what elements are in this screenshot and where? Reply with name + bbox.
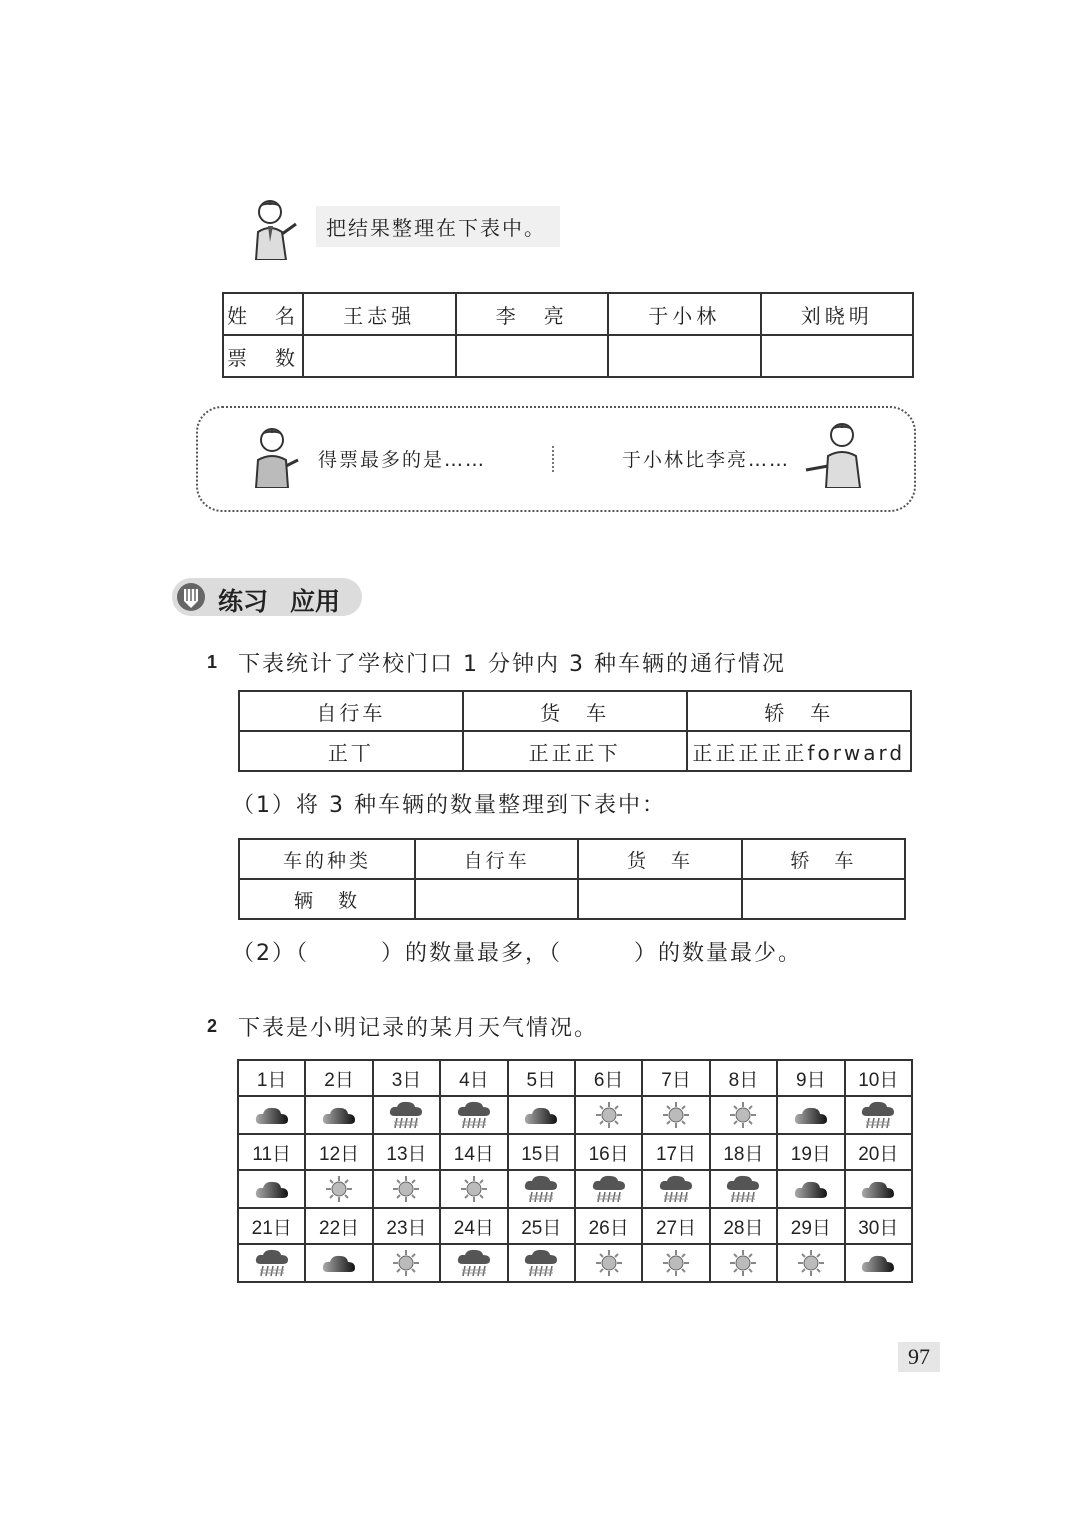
weather-day-label: 13日 bbox=[373, 1134, 440, 1170]
boy-figure-left bbox=[250, 426, 302, 488]
page-number: 97 bbox=[898, 1342, 940, 1372]
weather-icon-cell bbox=[710, 1244, 777, 1282]
weather-day-label: 2日 bbox=[305, 1060, 372, 1096]
weather-day-label: 7日 bbox=[642, 1060, 709, 1096]
weather-icon-cell bbox=[373, 1096, 440, 1134]
weather-icon-cell bbox=[845, 1170, 912, 1208]
cloudy-icon bbox=[306, 1252, 371, 1274]
cloudy-icon bbox=[239, 1104, 304, 1126]
weather-icon-cell bbox=[642, 1096, 709, 1134]
weather-day-label: 4日 bbox=[440, 1060, 507, 1096]
rain-icon bbox=[846, 1100, 911, 1130]
weather-day-label: 29日 bbox=[777, 1208, 844, 1244]
q1-sub1: （1）将 3 种车辆的数量整理到下表中： bbox=[232, 793, 666, 818]
intro-speech: 把结果整理在下表中。 bbox=[316, 206, 560, 247]
weather-day-label: 21日 bbox=[238, 1208, 305, 1244]
q2-number: 2 bbox=[207, 1016, 218, 1036]
vehicle-count-cell[interactable] bbox=[415, 879, 578, 919]
vote-table-name: 王志强 bbox=[303, 293, 456, 335]
weather-day-label: 19日 bbox=[777, 1134, 844, 1170]
weather-icon-cell bbox=[575, 1244, 642, 1282]
weather-icon-cell bbox=[373, 1244, 440, 1282]
tally-marks bbox=[463, 731, 687, 771]
rain-icon bbox=[711, 1174, 776, 1204]
sunny-icon bbox=[306, 1175, 371, 1203]
weather-icon-cell bbox=[777, 1244, 844, 1282]
rain-icon bbox=[643, 1174, 708, 1204]
rain-icon bbox=[441, 1100, 506, 1130]
rain-icon bbox=[509, 1174, 574, 1204]
sunny-icon bbox=[576, 1249, 641, 1277]
weather-day-label: 20日 bbox=[845, 1134, 912, 1170]
weather-icon-cell bbox=[238, 1096, 305, 1134]
weather-icon-cell bbox=[440, 1244, 507, 1282]
weather-icon-cell bbox=[305, 1096, 372, 1134]
q1-text: 下表统计了学校门口 1 分钟内 3 种车辆的通行情况 bbox=[238, 652, 786, 677]
cloudy-icon bbox=[306, 1104, 371, 1126]
weather-icon-cell bbox=[508, 1244, 575, 1282]
bubble-right-text: 于小林比李亮…… bbox=[622, 449, 791, 471]
weather-icon-cell bbox=[238, 1170, 305, 1208]
weather-day-label: 5日 bbox=[508, 1060, 575, 1096]
vote-table-name: 于小林 bbox=[608, 293, 761, 335]
sunny-icon bbox=[778, 1249, 843, 1277]
weather-day-label: 11日 bbox=[238, 1134, 305, 1170]
tally-marks-text: 正丅 bbox=[327, 740, 374, 765]
sunny-icon bbox=[374, 1175, 439, 1203]
tally-marks-text: 正正正下 bbox=[528, 740, 621, 765]
weather-icon-cell bbox=[642, 1244, 709, 1282]
section-title: 练习 bbox=[218, 587, 269, 616]
vehicle-count-cell[interactable] bbox=[742, 879, 905, 919]
boy-figure-intro bbox=[248, 198, 304, 260]
vehicle-table-header: 轿 车 bbox=[742, 839, 905, 879]
weather-day-label: 1日 bbox=[238, 1060, 305, 1096]
weather-day-label: 17日 bbox=[642, 1134, 709, 1170]
weather-icon-cell bbox=[440, 1096, 507, 1134]
bubble-divider bbox=[552, 446, 554, 472]
tally-header: 货 车 bbox=[463, 691, 687, 731]
cloudy-icon bbox=[846, 1178, 911, 1200]
tally-marks-text: 正正正正正forward bbox=[692, 740, 906, 765]
rain-icon bbox=[441, 1248, 506, 1278]
weather-icon-cell bbox=[710, 1096, 777, 1134]
weather-day-label: 22日 bbox=[305, 1208, 372, 1244]
vehicle-table-header: 车的种类 bbox=[239, 839, 415, 879]
vote-table-count-label: 票 数 bbox=[223, 335, 303, 377]
sunny-icon bbox=[576, 1101, 641, 1129]
q1-sub2: （2）（ ）的数量最多，（ ）的数量最少。 bbox=[232, 941, 802, 966]
weather-day-label: 24日 bbox=[440, 1208, 507, 1244]
weather-icon-cell bbox=[373, 1170, 440, 1208]
vote-count-cell[interactable] bbox=[456, 335, 609, 377]
vote-count-cell[interactable] bbox=[608, 335, 761, 377]
tally-table bbox=[238, 690, 912, 772]
vehicle-count-cell[interactable] bbox=[578, 879, 741, 919]
weather-icon-cell bbox=[642, 1170, 709, 1208]
weather-day-label: 16日 bbox=[575, 1134, 642, 1170]
rain-icon bbox=[576, 1174, 641, 1204]
weather-day-label: 25日 bbox=[508, 1208, 575, 1244]
weather-icon-cell bbox=[238, 1244, 305, 1282]
rain-icon bbox=[509, 1248, 574, 1278]
weather-day-label: 3日 bbox=[373, 1060, 440, 1096]
vehicle-count-table bbox=[238, 838, 906, 920]
weather-day-label: 10日 bbox=[845, 1060, 912, 1096]
rain-icon bbox=[239, 1248, 304, 1278]
sunny-icon bbox=[643, 1249, 708, 1277]
vote-table bbox=[222, 292, 914, 378]
cloudy-icon bbox=[509, 1104, 574, 1126]
vehicle-table-header: 自行车 bbox=[415, 839, 578, 879]
weather-icon-cell bbox=[777, 1096, 844, 1134]
weather-day-label: 6日 bbox=[575, 1060, 642, 1096]
weather-icon-cell bbox=[845, 1244, 912, 1282]
rain-icon bbox=[374, 1100, 439, 1130]
vote-table-name-label: 姓 名 bbox=[223, 293, 303, 335]
q1-number: 1 bbox=[207, 652, 218, 672]
vote-table-name: 李 亮 bbox=[456, 293, 609, 335]
cloudy-icon bbox=[778, 1178, 843, 1200]
q2-text: 下表是小明记录的某月天气情况。 bbox=[238, 1016, 599, 1041]
bubble-left-text: 得票最多的是…… bbox=[318, 449, 487, 471]
section-subtitle: 应用 bbox=[290, 587, 341, 616]
cloudy-icon bbox=[778, 1104, 843, 1126]
pencil-icon bbox=[176, 582, 206, 612]
weather-icon-cell bbox=[710, 1170, 777, 1208]
weather-day-label: 18日 bbox=[710, 1134, 777, 1170]
weather-day-label: 12日 bbox=[305, 1134, 372, 1170]
boy-figure-right bbox=[800, 420, 870, 488]
weather-icon-cell bbox=[305, 1244, 372, 1282]
weather-day-label: 8日 bbox=[710, 1060, 777, 1096]
tally-header: 轿 车 bbox=[687, 691, 911, 731]
vehicle-table-header: 货 车 bbox=[578, 839, 741, 879]
sunny-icon bbox=[374, 1249, 439, 1277]
vote-count-cell[interactable] bbox=[761, 335, 914, 377]
weather-icon-cell bbox=[777, 1170, 844, 1208]
weather-icon-cell bbox=[305, 1170, 372, 1208]
sunny-icon bbox=[711, 1249, 776, 1277]
weather-icon-cell bbox=[575, 1170, 642, 1208]
tally-marks bbox=[687, 731, 911, 771]
weather-day-label: 23日 bbox=[373, 1208, 440, 1244]
weather-icon-cell bbox=[845, 1096, 912, 1134]
tally-header: 自行车 bbox=[239, 691, 463, 731]
weather-icon-cell bbox=[575, 1096, 642, 1134]
sunny-icon bbox=[643, 1101, 708, 1129]
weather-day-label: 28日 bbox=[710, 1208, 777, 1244]
tally-marks bbox=[239, 731, 463, 771]
weather-day-label: 27日 bbox=[642, 1208, 709, 1244]
sunny-icon bbox=[441, 1175, 506, 1203]
sunny-icon bbox=[711, 1101, 776, 1129]
weather-day-label: 15日 bbox=[508, 1134, 575, 1170]
weather-day-label: 26日 bbox=[575, 1208, 642, 1244]
vote-count-cell[interactable] bbox=[303, 335, 456, 377]
cloudy-icon bbox=[239, 1178, 304, 1200]
weather-icon-cell bbox=[440, 1170, 507, 1208]
vote-table-name: 刘晓明 bbox=[761, 293, 914, 335]
weather-table bbox=[237, 1059, 913, 1283]
weather-icon-cell bbox=[508, 1096, 575, 1134]
weather-day-label: 30日 bbox=[845, 1208, 912, 1244]
weather-icon-cell bbox=[508, 1170, 575, 1208]
cloudy-icon bbox=[846, 1252, 911, 1274]
weather-day-label: 9日 bbox=[777, 1060, 844, 1096]
vehicle-count-label: 辆 数 bbox=[239, 879, 415, 919]
weather-day-label: 14日 bbox=[440, 1134, 507, 1170]
